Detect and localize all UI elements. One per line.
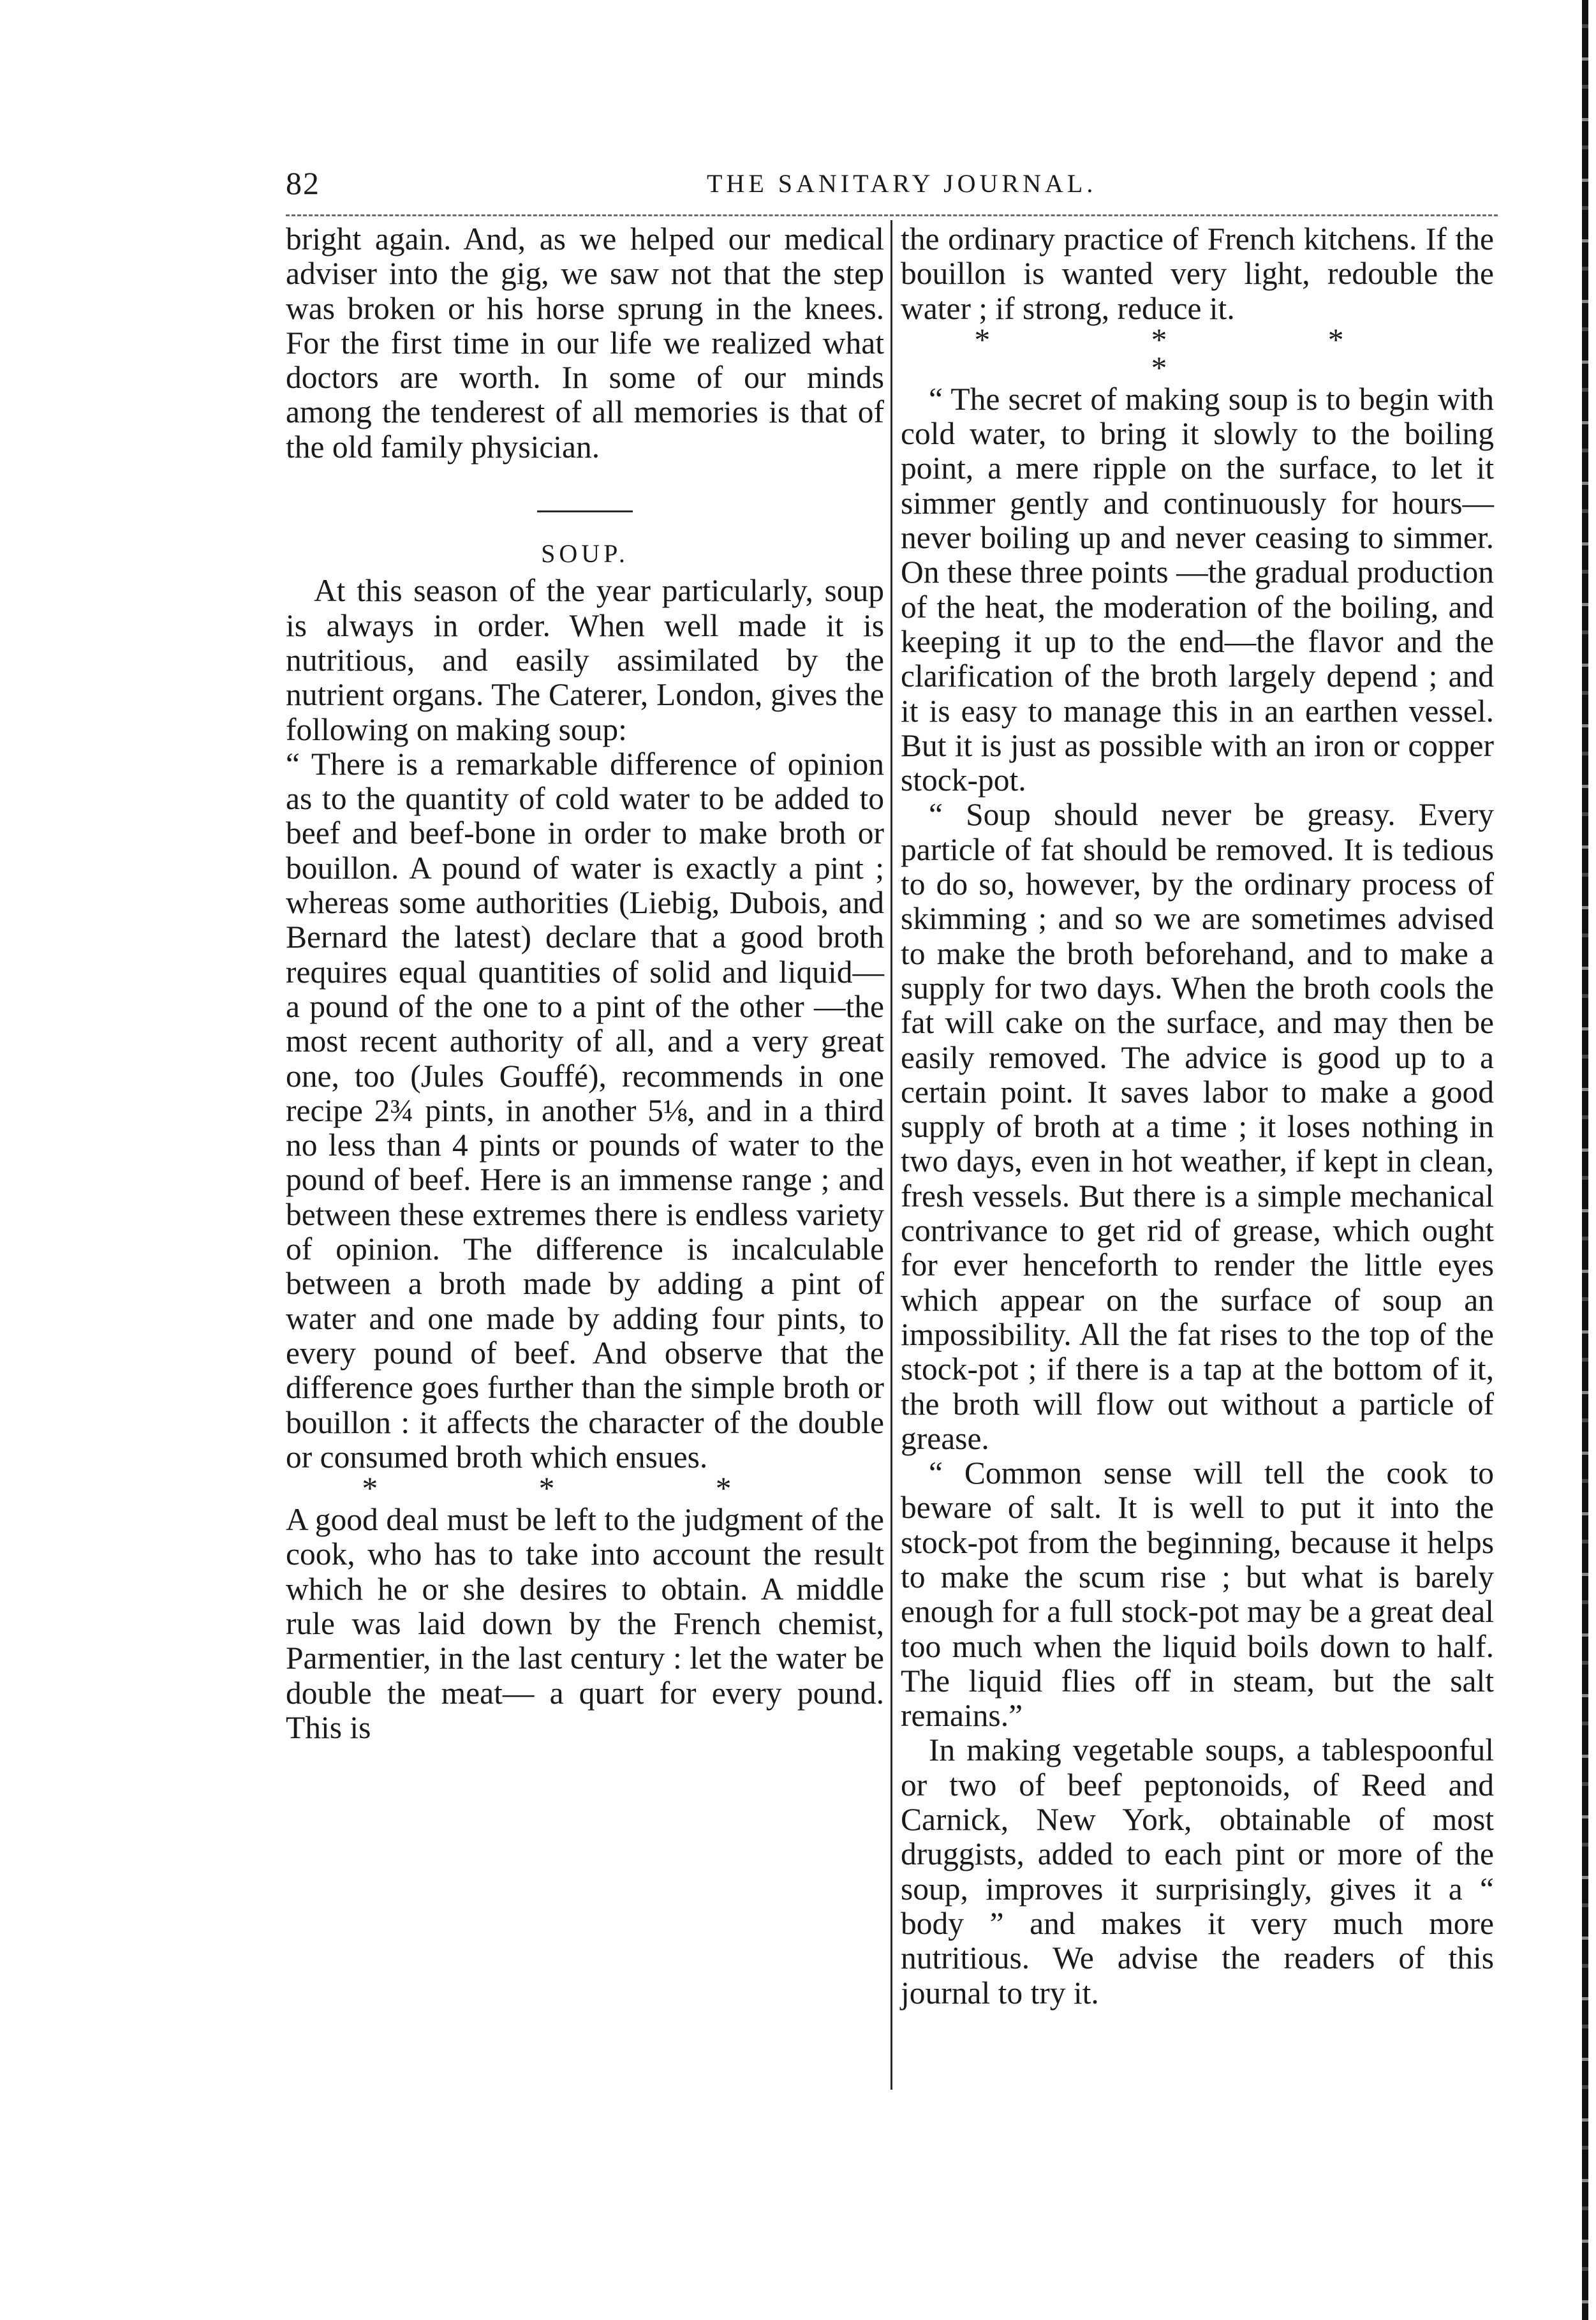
right-paragraph-5: In making vegetable soups, a tablespoonful or two of beef peptonoids, of Reed and Carnick, New York, obtainable of most druggists, added to each pint or more of the soup, improves it surprisingly, gives it a “ body ” and makes it very much more nutritious. We advise the readers of this journal to try it. — [901, 1732, 1494, 2011]
stars-inline: * * * — [362, 1471, 808, 1506]
column-divider — [890, 220, 892, 2090]
soup-paragraph-3: A good deal must be left to the judgment of the cook, who has to take into account the result which he or she desires to obtain. A middle rule was laid down by the French chemist, Parmentier, in the last century : let the water be double the meat— a quart for every pound. This is — [286, 1502, 884, 1745]
section-title: SOUP. — [541, 539, 629, 569]
right-paragraph-1: the ordinary practice of French kitchens. If the bouillon is wanted very light, redouble the water ; if strong, reduce it. — [901, 221, 1494, 326]
right-paragraph-2: “ The secret of making soup is to begin with cold water, to bring it slowly to the boiling point, a mere ripple on the surface, to let it simmer gently and continuously for hours—never boiling up and never ceasing to simmer. On these three points —the gradual production of the heat, the moderation of the boiling, and keeping it up to the end—the flavor and the clarification of the broth largely depend ; and it is easy to manage this in an earthen vessel. But it is just as possible with an iron or copper stock-pot. — [901, 381, 1494, 798]
intro-paragraph: bright again. And, as we helped our medical adviser into the gig, we saw not that the step was broken or his horse sprung in the knees. For the first time in our life we realized what doctors are worth. In some of our minds among the tenderest of all memories is that of the old family physician. — [286, 221, 884, 465]
right-paragraph-4: “ Common sense will tell the cook to beware of salt. It is well to put it into the stock-pot from the beginning, because it helps to make the scum rise ; but what is barely enough for a full stock-pot may be a great deal too much when the liquid boils down to half. The liquid flies off in steam, but the salt remains.” — [901, 1455, 1494, 1734]
header-rule — [286, 214, 1498, 216]
page-header — [286, 165, 1498, 209]
page-number: 82 — [286, 165, 320, 201]
soup-quote-paragraph: “ There is a remarkable difference of opinion as to the quantity of cold water to be added to beef and beef-bone in order to make broth or bouillon. A pound of water is exactly a pint ; whereas some authorities (Liebig, Dubois, and Bernard the latest) declare that a good broth requires equal quantities of solid and liquid— a pound of the one to a pint of the other —the most recent authority of all, and a very great one, too (Jules Gouffé), recommends in one recipe 2¾ pints, in another 5⅛, and in a third no less than 4 pints or pounds of water to the pound of beef. Here is an immense range ; and between these extremes there is endless variety of opinion. The difference is incalculable between a broth made by adding a pint of water and one made by adding four pints, to every pound of beef. And observe that the difference goes further than the simple broth or bouillon : it affects the character of the double or consumed broth which ensues. — [286, 746, 884, 1475]
right-column — [901, 222, 1494, 2011]
right-paragraph-3: “ Soup should never be greasy. Every particle of fat should be removed. It is tedious to do so, however, by the ordinary process of skimming ; and so we are sometimes advised to make the broth beforehand, and to make a supply for two days. When the broth cools the fat will cake on the surface, and may then be easily removed. The advice is good up to a certain point. It saves labor to make a good supply of broth at a time ; it loses nothing in two days, even in hot weather, if kept in clean, fresh vessels. But there is a simple mechanical contrivance to get rid of grease, which ought for ever henceforth to render the little eyes which appear on the surface of soup an impossibility. All the fat rises to the top of the stock-pot ; if there is a tap at the bottom of it, the broth will flow out without a particle of grease. — [901, 797, 1494, 1456]
stars-separator: * * * * — [974, 322, 1421, 385]
soup-paragraph-1: At this season of the year particularly, soup is always in order. When well made it is nutritious, and easily assimilated by the nutrient organs. The Caterer, London, gives the following on making soup: — [286, 573, 884, 747]
running-head: THE SANITARY JOURNAL. — [707, 169, 1097, 198]
section-divider — [537, 510, 633, 512]
scan-edge-strip — [1582, 0, 1588, 2320]
left-column — [286, 222, 884, 1745]
